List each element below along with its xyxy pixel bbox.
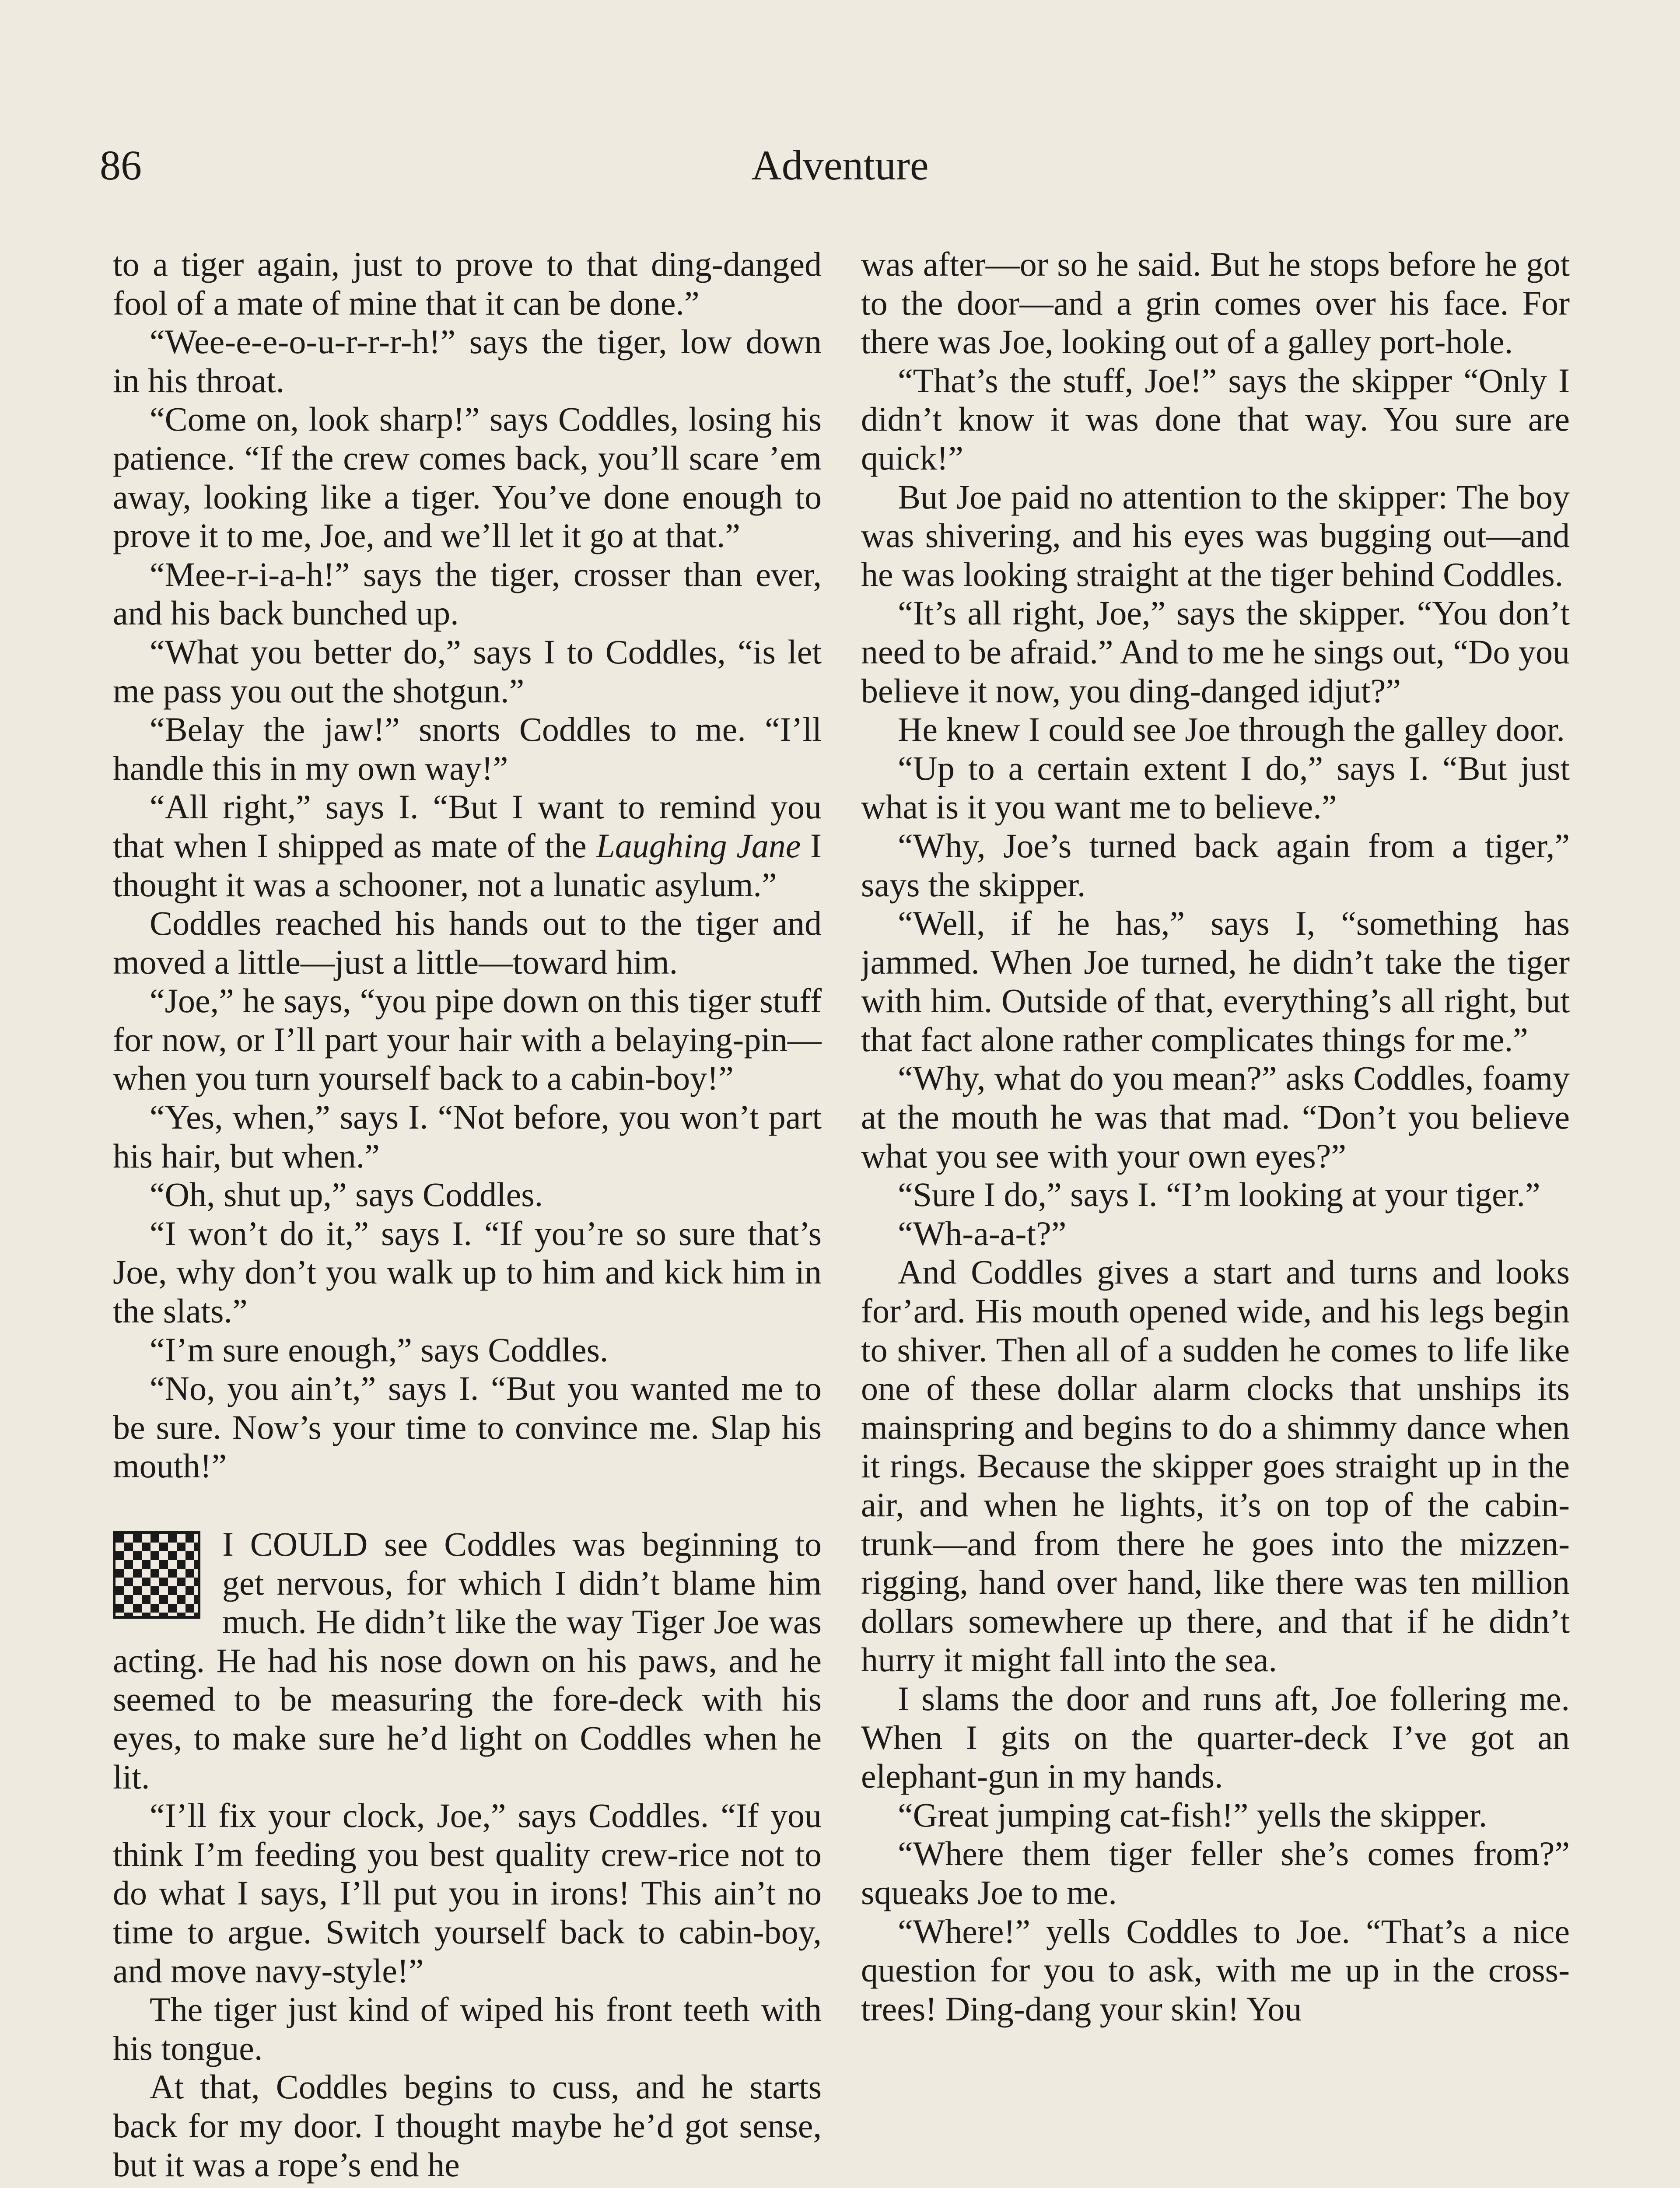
text-span: I thought it was a schooner, not a lunatic asylum.” (113, 826, 822, 904)
ornamental-initial (113, 1531, 200, 1619)
paragraph: “I’ll fix your clock, Joe,” says Coddles. “If you think I’m feeding you best quality crew-rice not to do what I says, I’ll put you in irons! This ain’t no time to argue. Switch yourself back to cabin-boy, and move navy-style!” (113, 1796, 822, 1990)
paragraph: “Wh-a-a-t?” (898, 1214, 1067, 1252)
lead-in: I COULD (222, 1525, 368, 1563)
paragraph: to a tiger again, just to prove to that ding-danged fool of a mate of mine that it can be done.” (113, 245, 822, 322)
paragraph: “Great jumping cat-fish!” yells the skipper. (898, 1795, 1488, 1834)
section-break (113, 1486, 822, 1525)
ship-name: Laughing Jane (596, 826, 801, 865)
paragraph: “I won’t do it,” says I. “If you’re so sure that’s Joe, why don’t you walk up to him and kick him in the slats.” (113, 1214, 822, 1330)
paragraph: “Oh, shut up,” says Coddles. (150, 1175, 543, 1214)
paragraph: “Mee-r-i-a-h!” says the tiger, crosser than ever, and his back bunched up. (113, 555, 822, 632)
paragraph: “Come on, look sharp!” says Coddles, losing his patience. “If the crew comes back, you’ll scare ’em away, looking like a tiger. You’ve done enough to prove it to me, Joe, and we’ll let it go at that.” (113, 400, 822, 555)
paragraph: “Wee-e-e-o-u-r-r-r-h!” says the tiger, low down in his throat. (113, 323, 822, 400)
left-column (113, 245, 822, 2188)
paragraph: “Where!” yells Coddles to Joe. “That’s a nice question for you to ask, with me up in the cross-trees! Ding-dang your skin! You (861, 1912, 1570, 2028)
paragraph: “What you better do,” says I to Coddles, “is let me pass you out the shotgun.” (113, 632, 822, 710)
paragraph: “Yes, when,” says I. “Not before, you won’t part his hair, but when.” (113, 1098, 822, 1175)
paragraph: But Joe paid no attention to the skipper: The boy was shivering, and his eyes was bugging out—and he was looking straight at the tiger behind Coddles. (861, 477, 1570, 593)
paragraph: “Why, what do you mean?” asks Coddles, foamy at the mouth he was that mad. “Don’t you believe what you see with your own eyes?” (861, 1059, 1570, 1175)
paragraph: was after—or so he said. But he stops before he got to the door—and a grin comes over his face. For there was Joe, looking out of a galley port-hole. (861, 245, 1570, 361)
paragraph: “Joe,” he says, “you pipe down on this tiger stuff for now, or I’ll part your hair with a belaying-pin—when you turn yourself back to a cabin-boy!” (113, 982, 822, 1098)
paragraph: “That’s the stuff, Joe!” says the skipper “Only I didn’t know it was done that way. You sure are quick!” (861, 361, 1570, 477)
paragraph: “Where them tiger feller she’s comes from?” squeaks Joe to me. (861, 1834, 1570, 1911)
paragraph: Coddles reached his hands out to the tiger and moved a little—just a little—toward him. (113, 904, 822, 981)
paragraph: “I’m sure enough,” says Coddles. (150, 1330, 609, 1369)
page-number: 86 (100, 142, 142, 189)
running-title: Adventure (751, 142, 929, 189)
paragraph: And Coddles gives a start and turns and looks for’ard. His mouth opened wide, and his legs begin to shiver. Then all of a sudden he comes to life like one of these dollar alarm clocks that unships its mainspring and begins to do a shimmy dance when it rings. Because the skipper goes straight up in the air, and when he lights, it’s on top of the cabin-trunk—and from there he goes into the mizzen-rigging, hand over hand, like there was ten million dollars somewhere up there, and that if he didn’t hurry it might fall into the sea. (861, 1253, 1570, 1679)
paragraph: “Why, Joe’s turned back again from a tiger,” says the skipper. (861, 826, 1570, 904)
text-span: see Coddles was beginning to get nervous, for which I didn’t blame him much. He didn’t like the way Tiger Joe was acting. He had his nose down on his paws, and he seemed to be measuring the fore-deck with his eyes, to make sure he’d light on Coddles when he lit. (113, 1525, 822, 1796)
paragraph: “Well, if he has,” says I, “something has jammed. When Joe turned, he didn’t take the tiger with him. Outside of that, everything’s all right, but that fact alone rather complicates things for me.” (861, 904, 1570, 1059)
paragraph: “No, you ain’t,” says I. “But you wanted me to be sure. Now’s your time to convince me. Slap his mouth!” (113, 1369, 822, 1485)
right-column (861, 245, 1570, 2188)
paragraph: He knew I could see Joe through the galley door. (898, 710, 1565, 749)
paragraph: The tiger just kind of wiped his front teeth with his tongue. (113, 1990, 822, 2067)
paragraph: “It’s all right, Joe,” says the skipper. “You don’t need to be afraid.” And to me he sings out, “Do you believe it now, you ding-danged idjut?” (861, 594, 1570, 710)
paragraph-with-ship-name (113, 788, 822, 904)
paragraph: “Belay the jaw!” snorts Coddles to me. “I’ll handle this in my own way!” (113, 710, 822, 787)
text-span: “All right,” says I. “But I want to remind you that when I shipped as mate of the (113, 788, 822, 865)
paragraph: At that, Coddles begins to cuss, and he starts back for my door. I thought maybe he’d got sense, but it was a rope’s end he (113, 2068, 822, 2184)
section-opening-paragraph (113, 1525, 822, 1796)
paragraph: I slams the door and runs aft, Joe follering me. When I gits on the quarter-deck I’ve got an elephant-gun in my hands. (861, 1679, 1570, 1795)
paragraph: “Up to a certain extent I do,” says I. “But just what is it you want me to believe.” (861, 749, 1570, 826)
paragraph: “Sure I do,” says I. “I’m looking at your tiger.” (898, 1175, 1540, 1214)
